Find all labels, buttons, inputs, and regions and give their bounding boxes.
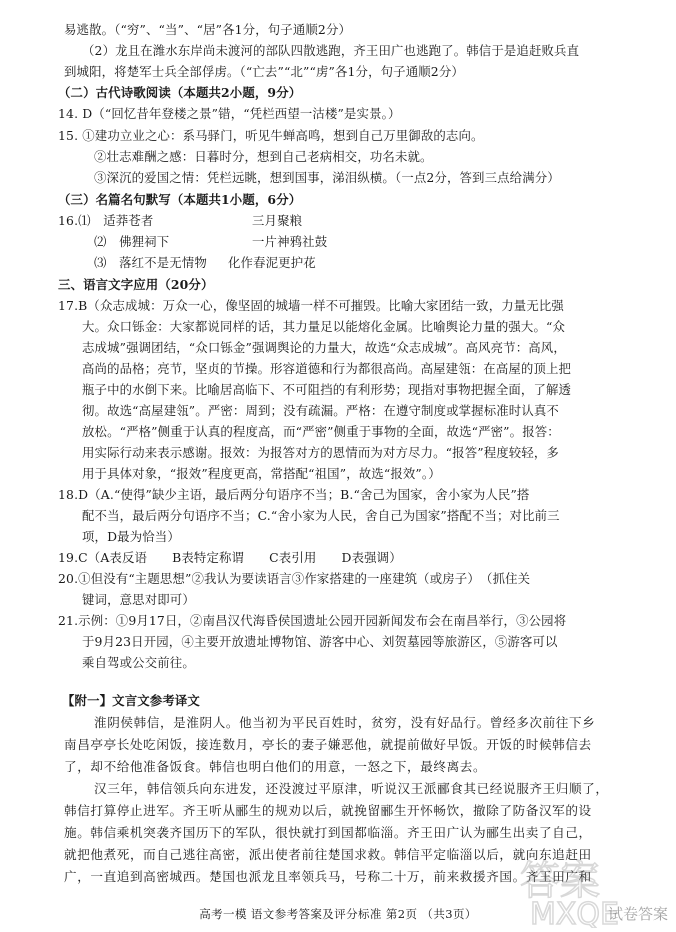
text-line: 用于具体对象，“报效”程度更高，常搭配“祖国”，故选“报效”。） — [82, 466, 441, 481]
answer-text: 化作春泥更护花 — [228, 255, 316, 270]
text-line: 大。众口铄金：大家都说同样的话，其力量足以能熔化金属。比喻舆论力量的强大。“众 — [82, 319, 566, 334]
page-footer: 高考一模 语文参考答案及评分标准 第2页 （共3页） — [199, 907, 477, 921]
text-line: 14. D（“回忆昔年登楼之景”错，“凭栏西望一沽楼”是实景。） — [58, 106, 401, 121]
svg-text:答案: 答案 — [520, 858, 600, 904]
text-line: 键词，意思对即可） — [82, 592, 195, 607]
text-line: 16.⑴ 适莽苍者 — [58, 213, 154, 228]
text-line: 了，却不给他准备饭食。韩信也明白他们的用意，一怒之下，最终离去。 — [64, 759, 487, 774]
text-line: 配不当，最后两分句语序不当；C.“舍小家为人民，舍自己为国家”搭配不当；对比前三 — [82, 508, 560, 523]
answer-text: 三月聚粮 — [252, 213, 303, 228]
text-line: 到城阳，将楚军士兵全部俘虏。（“亡去”“北”“虏”各1分，句子通顺2分） — [64, 64, 464, 79]
text-line: 韩信打算停止进军。齐王听从郦生的规劝以后，就挽留郦生开怀畅饮，撤除了防备汉军的设 — [64, 803, 592, 818]
text-line: 放松。“严格”侧重于认真的程度高，而“严密”侧重于事物的全面，故选“严密”。报答： — [82, 424, 560, 439]
text-line: 易逃散。（“穷”、“当”、“居”各1分，句子通顺2分） — [64, 22, 352, 37]
section-heading: 【附一】文言文参考译文 — [62, 693, 200, 708]
text-line: 南昌亭亭长处吃闲饭，接连数月，亭长的妻子嫌恶他，就提前做好早饭。开饭的时候韩信去 — [64, 737, 592, 752]
text-line: 于9月23日开园，④主要开放遗址博物馆、游客中心、刘贺墓园等旅游区，⑤游客可以 — [82, 634, 558, 649]
answer-text: 一片神鸦社鼓 — [252, 234, 328, 249]
text-line: ⑵ 佛狸祠下 — [94, 234, 170, 249]
text-line: 21.示例：①9月17日，②南昌汉代海昏侯国遗址公园开园新闻发布会在南昌举行，③公园将 — [58, 613, 567, 628]
text-line: 高尚的品格；亮节，坚贞的节操。形容道德和行为都很高尚。高屋建瓴：在高屋的顶上把 — [82, 361, 572, 376]
text-line: 项，D最为恰当） — [82, 529, 180, 544]
text-line: 17.B（众志成城：万众一心，像坚固的城墙一样不可摧毁。比喻大家团结一致，力量无比强 — [58, 298, 564, 313]
text-line: 20.①但没有“主题思想”②我认为要读语言③作家搭建的一座建筑（或房子） （抓住关 — [58, 571, 531, 586]
text-line: ②壮志难酬之感：日暮时分，想到自己老病相交，功名未就。 — [94, 149, 433, 164]
text-line: 就把他煮死，而自己逃往高密，派出使者前往楚国求救。韩信平定临淄以后，就向东追赶田 — [64, 847, 592, 862]
text-line: （2）龙且在潍水东岸尚未渡河的部队四散逃跑，齐王田广也逃跑了。韩信于是追赶败兵直 — [82, 43, 580, 58]
text-line: ③深沉的爱国之情：凭栏远眺，想到国事，涕泪纵横。（一点2分，答到三点给满分） — [94, 170, 560, 185]
text-line: 用实际行动来表示感谢。报效：为报答对方的恩情而为对方尽力。“报答”程度较轻，多 — [82, 445, 559, 460]
watermark-text: 试卷答案 — [607, 905, 668, 923]
section-heading: （三）名篇名句默写（本题共1小题，6分） — [58, 192, 302, 207]
text-line: ⑶ 落红不是无情物 — [94, 255, 207, 270]
text-line: 19.C（A表反语 B表特定称谓 C表引用 D表强调） — [58, 550, 402, 565]
svg-text:MXQE: MXQE — [530, 897, 620, 928]
text-line: 彻。故选“高屋建瓴”。严密：周到；没有疏漏。严格：在遵守制度或掌握标准时认真不 — [82, 403, 559, 418]
text-line: 淮阴侯韩信，是淮阴人。他当初为平民百姓时，贫穷，没有好品行。曾经多次前往下乡 — [94, 715, 596, 730]
text-line: 15. ①建功立业之心：系马驿门，听见牛蝉高鸣，想到自己万里御敌的志向。 — [58, 128, 484, 143]
section-heading: 三、语言文字应用（20分） — [58, 277, 214, 292]
text-line: 施。韩信乘机突袭齐国历下的军队，很快就打到国都临淄。齐王田广认为郦生出卖了自己， — [64, 825, 592, 840]
text-line: 瓶子中的水倒下来。比喻居高临下、不可阻挡的有利形势；现指对事物把握全面，了解透 — [82, 382, 572, 397]
text-line: 18.D（A.“使得”缺少主语，最后两分句语序不当；B.“舍己为国家，舍小家为人民”搭 — [58, 487, 530, 502]
text-line: 乘自驾或公交前往。 — [82, 655, 195, 670]
text-line: 汉三年，韩信领兵向东进发，还没渡过平原津，听说汉王派郦食其已经说服齐王归顺了， — [94, 781, 609, 796]
text-line: 广，一直追到高密城西。楚国也派龙且率领兵马，号称二十万，前来救援齐国。齐王田广和 — [64, 869, 592, 884]
section-heading: （二）古代诗歌阅读（本题共2小题，9分） — [58, 85, 302, 100]
text-line: 志成城”强调团结，“众口铄金”强调舆论的力量大，故选“众志成城”。高风亮节：高风， — [82, 340, 566, 355]
